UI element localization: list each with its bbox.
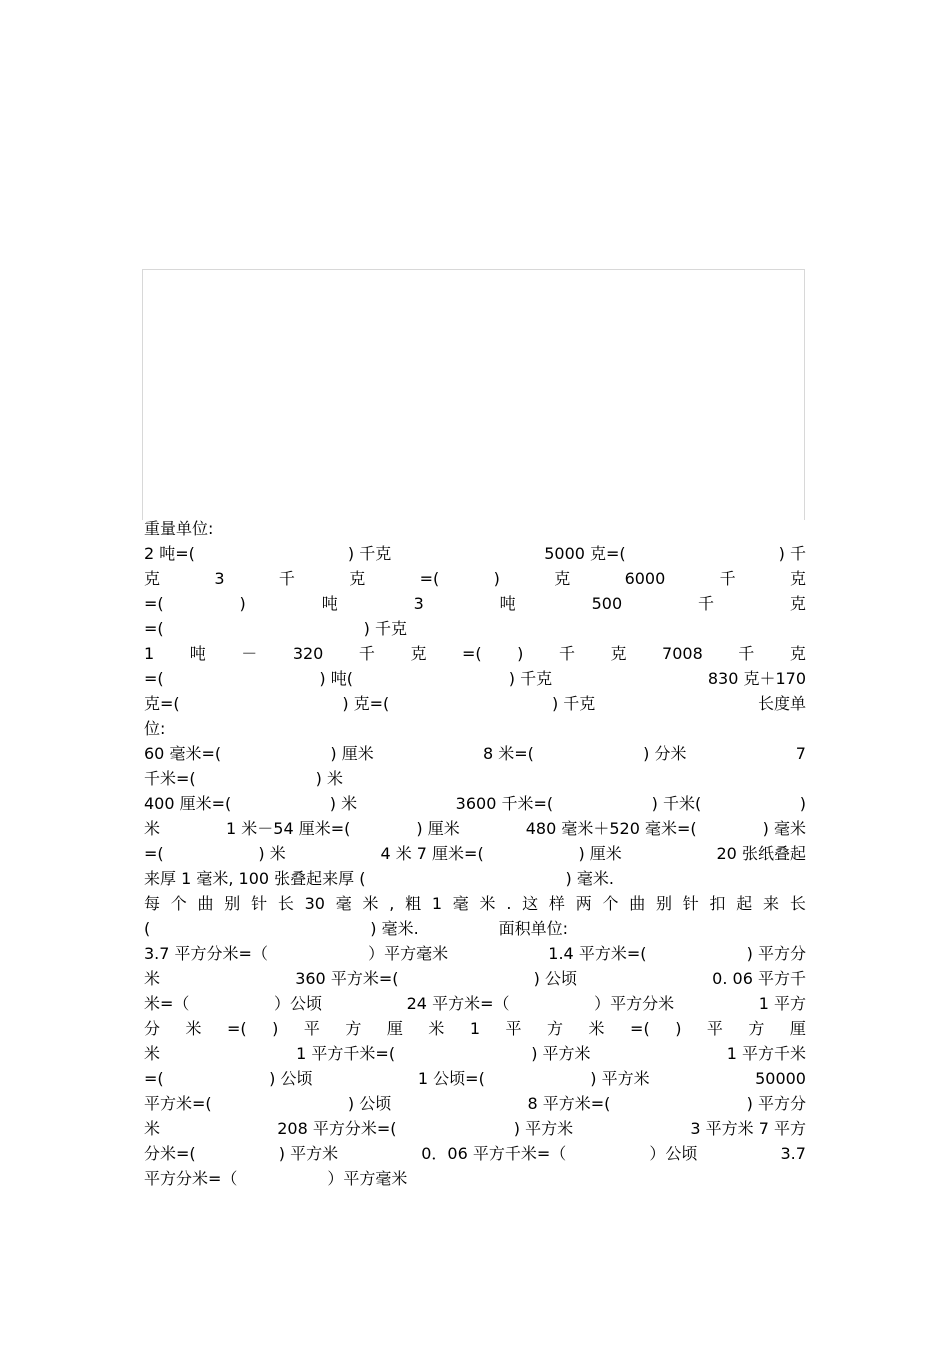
text-segment: =( [144, 844, 164, 863]
worksheet-line [144, 816, 806, 841]
worksheet-line [144, 566, 806, 591]
worksheet-line [144, 1091, 806, 1116]
text-segment: 分米=( [144, 1144, 196, 1163]
worksheet-text [144, 516, 806, 1191]
text-segment: ）平方毫米 [368, 944, 449, 963]
text-segment: 60 毫米=( [144, 744, 222, 763]
text-segment: 克 [554, 569, 571, 588]
text-segment: 5000 克=( [544, 544, 626, 563]
text-segment: 500 [591, 594, 623, 613]
text-segment: 厘 [789, 1019, 806, 1038]
text-segment: ) 平方分 [746, 1094, 806, 1113]
text-segment: ) 厘米 [578, 844, 622, 863]
text-segment: 20 张纸叠起 [716, 844, 806, 863]
text-segment: 360 平方米=( [295, 969, 399, 988]
text-segment: 1 平方千米=( [296, 1044, 396, 1063]
text-segment: 0．06 平方千米=（ [421, 1144, 567, 1163]
worksheet-line [144, 841, 806, 866]
worksheet-line [144, 916, 806, 941]
text-segment: 平 [505, 1019, 522, 1038]
text-segment: 米=（ [144, 994, 190, 1013]
text-segment: 针 [682, 894, 699, 913]
worksheet-line [144, 641, 806, 666]
text-segment: 千 [698, 594, 715, 613]
text-segment: 7 [795, 744, 806, 763]
text-segment: ) 毫米. [370, 919, 419, 938]
text-segment: 米 [144, 1044, 161, 1063]
text-segment: ) 平方米 [513, 1119, 574, 1138]
text-segment: 1 平方 [758, 994, 806, 1013]
worksheet-line [144, 791, 806, 816]
text-segment: 7008 [662, 644, 703, 663]
text-segment: 曲 [629, 894, 646, 913]
text-segment: ）平方毫米 [327, 1169, 408, 1188]
text-segment: =( [144, 619, 164, 638]
text-segment: 来厚 1 毫米, 100 张叠起来厚 ( [144, 869, 366, 888]
text-segment: ) 千克 [347, 544, 392, 563]
text-segment: 3.7 平方分米=（ [144, 944, 268, 963]
text-segment: ) 千 [778, 544, 806, 563]
text-segment: ) 公顷 [347, 1094, 392, 1113]
text-segment: ）公顷 [649, 1144, 698, 1163]
worksheet-line [144, 616, 806, 641]
text-segment: 平 [303, 1019, 320, 1038]
text-segment: 毫 [335, 894, 352, 913]
text-segment: 3.7 [780, 1144, 806, 1163]
worksheet-line [144, 966, 806, 991]
text-segment: 毫 [452, 894, 469, 913]
text-segment: 扣 [709, 894, 726, 913]
worksheet-line [144, 1141, 806, 1166]
text-segment: =( [419, 569, 440, 588]
worksheet-line [144, 991, 806, 1016]
text-segment: 米 [144, 1119, 161, 1138]
text-segment: 每 [144, 894, 161, 913]
text-segment: =( [630, 1019, 650, 1038]
text-segment: ) 平方米 [590, 1069, 650, 1088]
text-segment: 吨 [321, 594, 338, 613]
text-segment: . [506, 894, 512, 913]
text-segment: 1 公顷=( [417, 1069, 485, 1088]
text-segment: ) 分米 [643, 744, 687, 763]
worksheet-line [144, 1116, 806, 1141]
worksheet-line [144, 941, 806, 966]
text-segment: 4 米 7 厘米=( [380, 844, 484, 863]
text-segment: ) 千克 [551, 694, 596, 713]
text-segment: 这 [522, 894, 539, 913]
worksheet-line [144, 766, 806, 791]
text-segment: ) 平方米 [278, 1144, 339, 1163]
text-segment: 8 米=( [482, 744, 534, 763]
text-segment: 480 毫米＋520 毫米=( [525, 819, 697, 838]
text-segment: 1 米－54 厘米=( [226, 819, 351, 838]
text-segment: 0. 06 平方千 [712, 969, 806, 988]
text-segment: ) 公顷 [533, 969, 577, 988]
text-segment: 平方米=( [144, 1094, 212, 1113]
text-segment: 千 [738, 644, 755, 663]
text-segment: 两 [575, 894, 592, 913]
text-segment: ) 厘米 [416, 819, 460, 838]
text-segment: 吨 [189, 644, 206, 663]
text-segment: ) 毫米 [762, 819, 806, 838]
text-segment: =( [144, 1069, 164, 1088]
text-segment: 2 吨=( [144, 544, 195, 563]
text-segment: 针 [251, 894, 268, 913]
text-segment: 6000 [624, 569, 666, 588]
text-segment: ）平方分米 [594, 994, 675, 1013]
text-segment: =( [461, 644, 482, 663]
worksheet-line [144, 1066, 806, 1091]
text-segment: 千 [558, 644, 575, 663]
text-segment: 分 [144, 1019, 161, 1038]
worksheet-line [144, 516, 806, 541]
text-segment: 米 [479, 894, 496, 913]
text-segment: 长 [789, 894, 806, 913]
text-segment: ) 克=( [342, 694, 390, 713]
text-segment: 克 [410, 644, 427, 663]
worksheet-line [144, 1016, 806, 1041]
text-segment: 米 [362, 894, 379, 913]
text-segment: 吨 [499, 594, 516, 613]
text-segment: ) [675, 1019, 682, 1038]
text-segment: 千 [278, 569, 295, 588]
text-segment: ) 千克 [363, 619, 407, 638]
text-segment: 平方分米=（ [144, 1169, 238, 1188]
text-segment: 208 平方分米=( [277, 1119, 397, 1138]
text-segment: 重量单位: [144, 519, 214, 538]
text-segment: 3 平方米 7 平方 [690, 1119, 806, 1138]
text-segment: 位: [144, 719, 166, 738]
text-segment: 方 [748, 1019, 765, 1038]
text-segment: 克 [789, 569, 806, 588]
text-segment: 平 [706, 1019, 723, 1038]
text-segment: 克=( [144, 694, 180, 713]
text-segment: 千 [358, 644, 375, 663]
text-segment: 粗 [405, 894, 422, 913]
worksheet-line [144, 591, 806, 616]
text-segment: 曲 [197, 894, 214, 913]
text-segment: 米 [588, 1019, 605, 1038]
text-segment: 24 平方米=（ [406, 994, 510, 1013]
text-segment: 克 [349, 569, 366, 588]
text-segment: 8 平方米=( [527, 1094, 611, 1113]
text-segment: 千米=( [144, 769, 196, 788]
worksheet-line [144, 691, 806, 716]
text-segment: 来 [763, 894, 780, 913]
text-segment: 别 [224, 894, 241, 913]
text-segment: ) 米 [329, 794, 358, 813]
text-segment: 1 [144, 644, 155, 663]
text-segment: 别 [655, 894, 672, 913]
text-segment: 1 平方千米 [726, 1044, 806, 1063]
text-segment: ) 千克 [508, 669, 553, 688]
text-segment: ) [799, 794, 806, 813]
text-segment: 面积单位: [498, 919, 569, 938]
image-frame [142, 269, 805, 520]
text-segment: =( [227, 1019, 247, 1038]
text-segment: 方 [547, 1019, 564, 1038]
text-segment: － [241, 644, 258, 663]
worksheet-line [144, 1041, 806, 1066]
text-segment: 克 [144, 569, 161, 588]
worksheet-line [144, 741, 806, 766]
text-segment: 个 [602, 894, 619, 913]
worksheet-line [144, 891, 806, 916]
text-segment: ) 厘米 [330, 744, 374, 763]
text-segment: 方 [345, 1019, 362, 1038]
text-segment: 克 [789, 644, 806, 663]
text-segment: ) 平方分 [746, 944, 806, 963]
text-segment: 米 [144, 819, 161, 838]
worksheet-line [144, 1166, 806, 1191]
text-segment: ) 吨( [319, 669, 353, 688]
text-segment: ) 毫米. [565, 869, 614, 888]
text-segment: ) [239, 594, 246, 613]
text-segment: ) 米 [315, 769, 343, 788]
text-segment: 米 [185, 1019, 202, 1038]
text-segment: ) 平方米 [531, 1044, 591, 1063]
worksheet-line [144, 716, 806, 741]
text-segment: 1 [431, 894, 443, 913]
text-segment: 50000 [755, 1069, 806, 1088]
text-segment: 320 [292, 644, 324, 663]
text-segment: 3 [214, 569, 225, 588]
text-segment: ) [517, 644, 524, 663]
text-segment: 起 [736, 894, 753, 913]
text-segment: ）公顷 [274, 994, 323, 1013]
text-segment: 厘 [386, 1019, 403, 1038]
text-segment: ) [272, 1019, 279, 1038]
worksheet-line [144, 541, 806, 566]
text-segment: 长 [277, 894, 294, 913]
text-segment: ) [493, 569, 500, 588]
text-segment: 1 [469, 1019, 481, 1038]
text-segment: =( [144, 594, 164, 613]
text-segment: 30 [304, 894, 325, 913]
text-segment: 830 克＋170 [707, 669, 806, 688]
text-segment: ) 米 [258, 844, 286, 863]
text-segment: 克 [789, 594, 806, 613]
worksheet-line [144, 666, 806, 691]
text-segment: ( [144, 919, 151, 938]
text-segment: 1.4 平方米=( [548, 944, 647, 963]
text-segment: , [389, 894, 395, 913]
text-segment: 米 [428, 1019, 445, 1038]
text-segment: 个 [170, 894, 187, 913]
text-segment: 3 [413, 594, 424, 613]
text-segment: 3600 千米=( [455, 794, 554, 813]
text-segment: ) 公顷 [269, 1069, 313, 1088]
text-segment: ) 千米( [651, 794, 702, 813]
worksheet-line [144, 866, 806, 891]
text-segment: 400 厘米=( [144, 794, 232, 813]
text-segment: 克 [610, 644, 627, 663]
text-segment: 千 [719, 569, 736, 588]
text-segment: =( [144, 669, 164, 688]
text-segment: 米 [144, 969, 161, 988]
text-segment: 样 [548, 894, 565, 913]
text-segment: 长度单 [757, 694, 806, 713]
